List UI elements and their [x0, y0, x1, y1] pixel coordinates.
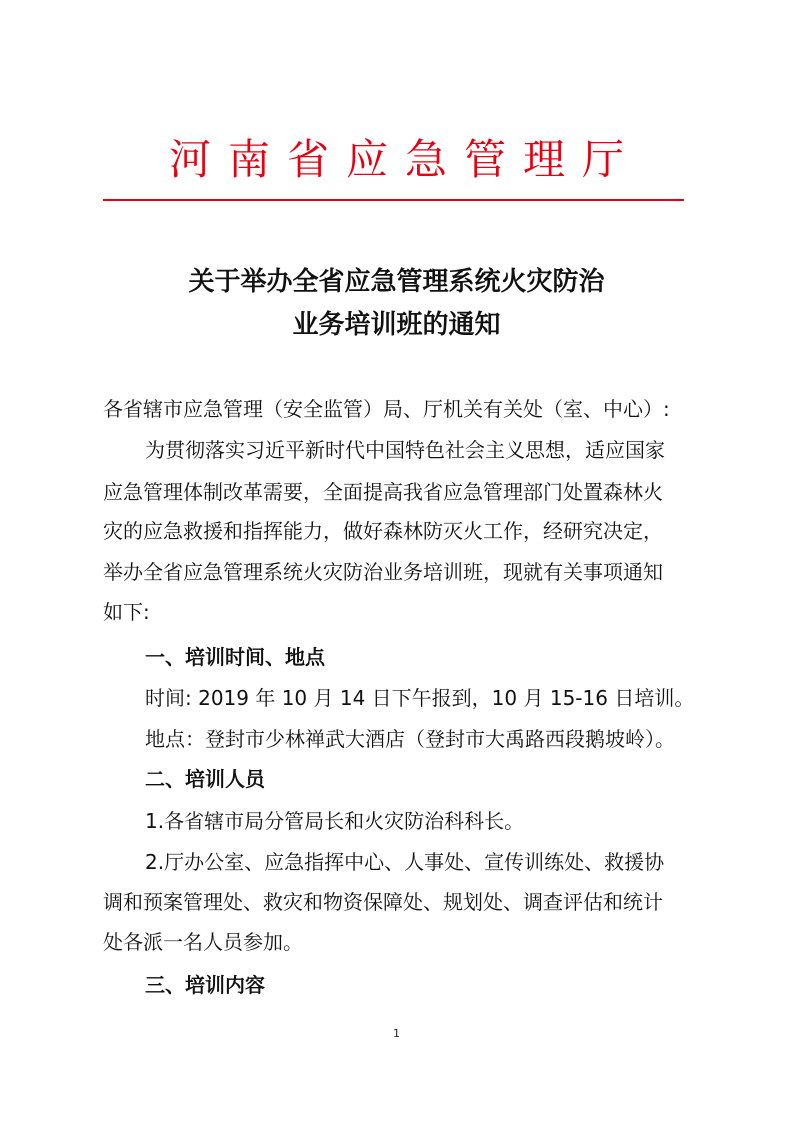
- salutation: 各省辖市应急管理（安全监管）局、厅机关有关处（室、中心）:: [103, 397, 670, 421]
- attendee-item-1: 1.各省辖市局分管局长和火灾防治科科长。: [145, 809, 525, 833]
- intro-paragraph-line: 如下:: [103, 600, 150, 624]
- intro-paragraph-line: 举办全省应急管理系统火灾防治业务培训班，现就有关事项通知: [103, 560, 663, 584]
- intro-paragraph-line: 应急管理体制改革需要，全面提高我省应急管理部门处置森林火: [103, 480, 663, 504]
- training-place: 地点：登封市少林禅武大酒店（登封市大禹路西段鹅坡岭）。: [145, 727, 675, 751]
- page-number: 1: [393, 1027, 400, 1040]
- section-1-heading: 一、培训时间、地点: [145, 645, 325, 669]
- attendee-item-2-line: 2.厅办公室、应急指挥中心、人事处、宣传训练处、救援协: [145, 850, 665, 874]
- document-title-line-1: 关于举办全省应急管理系统火灾防治: [188, 267, 605, 297]
- document-title-line-2: 业务培训班的通知: [292, 310, 501, 340]
- training-time: 时间: 2019 年 10 月 14 日下午报到，10 月 15-16 日培训。: [145, 686, 695, 710]
- letterhead-red-rule: [103, 199, 684, 201]
- attendee-item-2-line: 处各派一名人员参加。: [103, 930, 303, 954]
- intro-paragraph-line: 为贯彻落实习近平新时代中国特色社会主义思想，适应国家: [145, 438, 665, 462]
- attendee-item-2-line: 调和预案管理处、救灾和物资保障处、规划处、调查评估和统计: [103, 890, 663, 914]
- letterhead-org-name: 河南省应急管理厅: [168, 135, 641, 184]
- section-2-heading: 二、培训人员: [145, 767, 265, 791]
- section-3-heading: 三、培训内容: [145, 973, 265, 997]
- intro-paragraph-line: 灾的应急救援和指挥能力，做好森林防灭火工作，经研究决定，: [103, 519, 663, 543]
